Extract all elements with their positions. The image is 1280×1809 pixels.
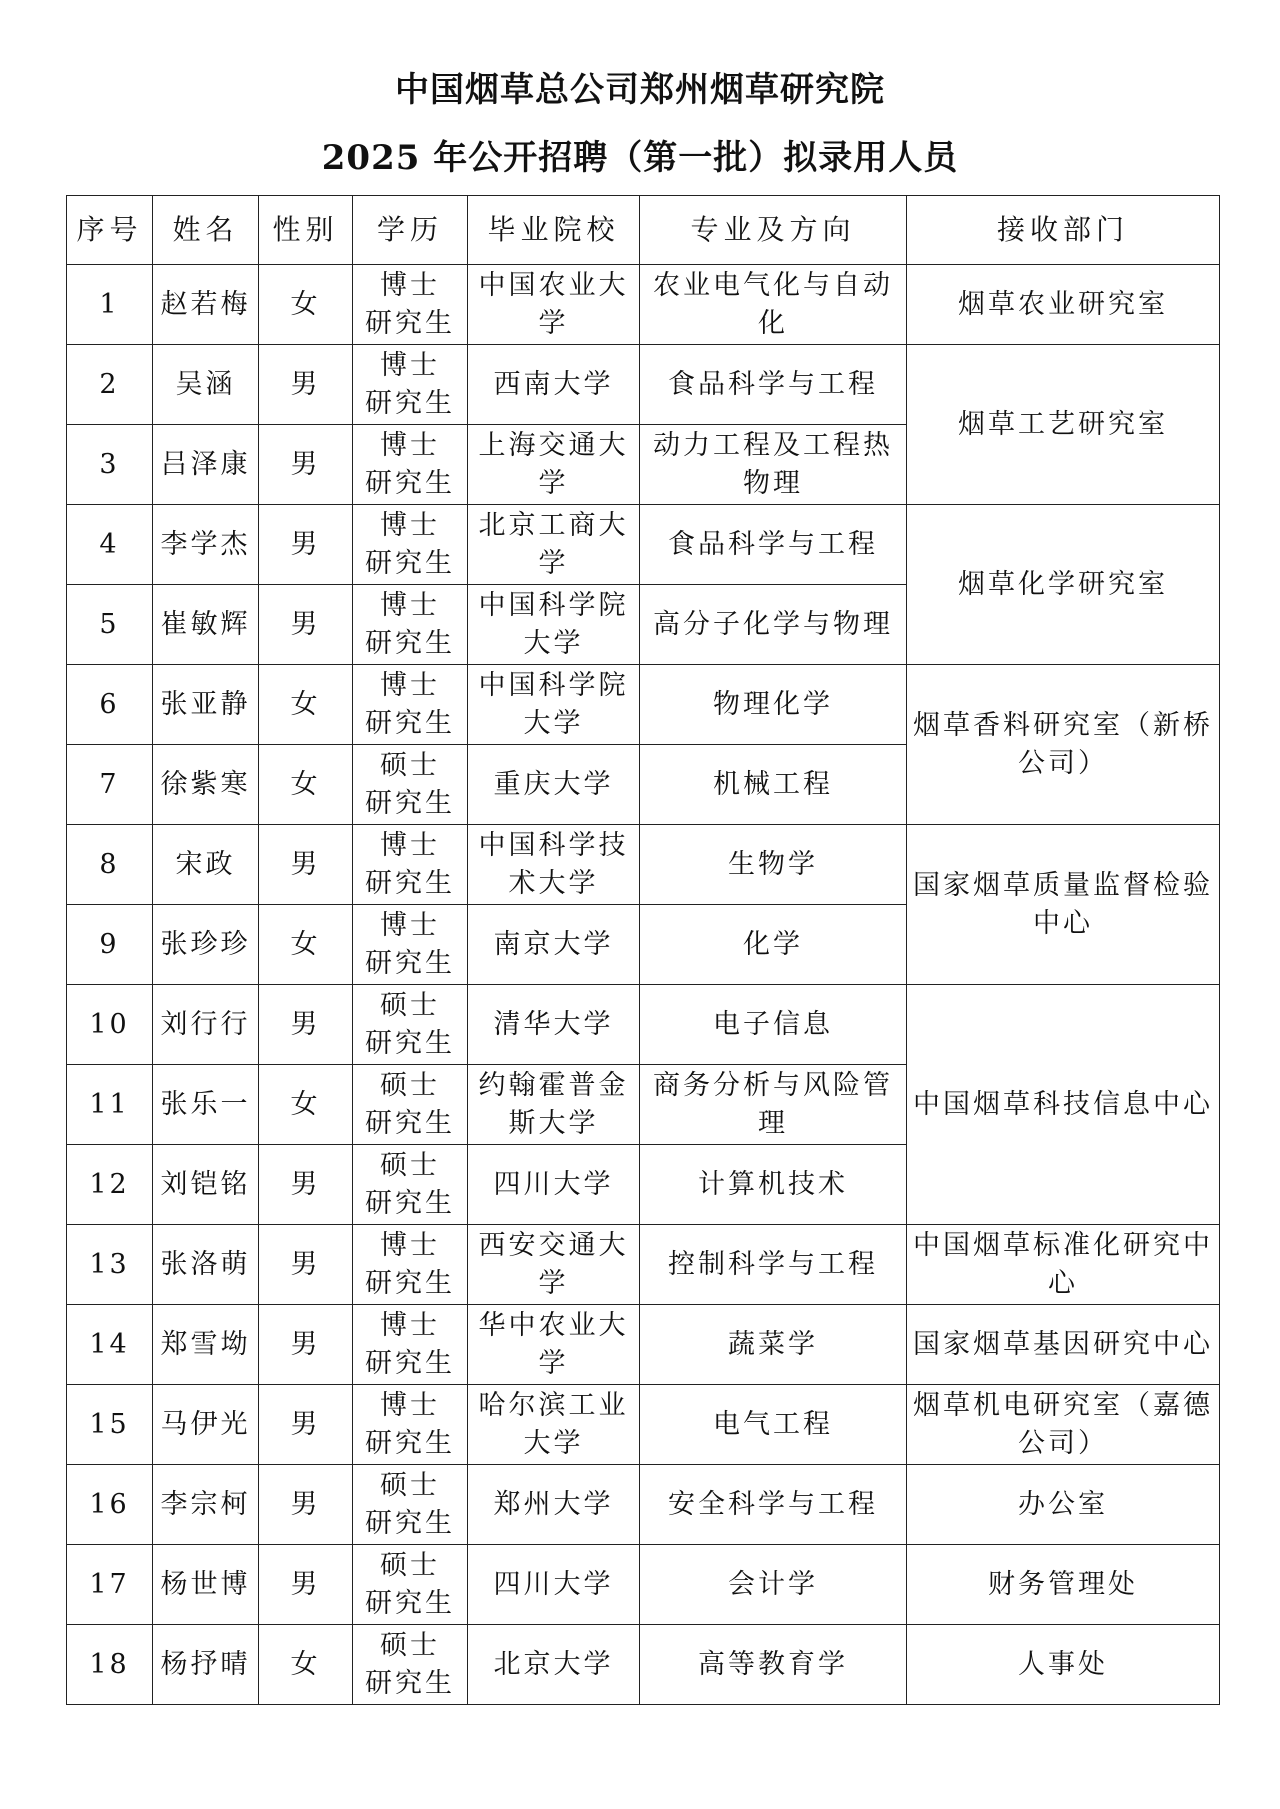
row-degree — [353, 905, 468, 985]
row-name: 张亚静 — [153, 665, 259, 745]
row-school: 中国科学院大学 — [468, 665, 640, 745]
row-department: 烟草农业研究室 — [907, 265, 1220, 345]
row-major: 高等教育学 — [640, 1625, 907, 1705]
row-degree — [353, 1625, 468, 1705]
row-major: 食品科学与工程 — [640, 345, 907, 425]
table-row — [67, 345, 1220, 425]
table-row — [67, 505, 1220, 585]
row-name: 刘铠铭 — [153, 1145, 259, 1225]
degree-type: 研究生 — [365, 1427, 455, 1459]
row-school: 北京工商大学 — [468, 505, 640, 585]
degree-type: 研究生 — [365, 867, 455, 899]
row-index: 12 — [67, 1145, 153, 1225]
document-subtitle: 2025 年公开招聘（第一批）拟录用人员 — [321, 138, 959, 178]
row-major: 商务分析与风险管理 — [640, 1065, 907, 1145]
degree-level: 硕士 — [380, 1469, 440, 1501]
document-title: 中国烟草总公司郑州烟草研究院 — [395, 70, 885, 110]
row-school: 哈尔滨工业大学 — [468, 1385, 640, 1465]
row-school: 上海交通大学 — [468, 425, 640, 505]
row-school: 重庆大学 — [468, 745, 640, 825]
table-row — [67, 1465, 1220, 1545]
row-index: 18 — [67, 1625, 153, 1705]
row-gender: 男 — [259, 585, 353, 665]
row-degree — [353, 1065, 468, 1145]
row-index: 15 — [67, 1385, 153, 1465]
row-name: 张洛萌 — [153, 1225, 259, 1305]
row-school: 华中农业大学 — [468, 1305, 640, 1385]
row-name: 张乐一 — [153, 1065, 259, 1145]
degree-type: 研究生 — [365, 1667, 455, 1699]
degree-level: 硕士 — [380, 1629, 440, 1661]
row-index: 16 — [67, 1465, 153, 1545]
row-index: 4 — [67, 505, 153, 585]
row-degree — [353, 1465, 468, 1545]
hiring-roster-table — [66, 195, 1220, 1705]
row-gender: 男 — [259, 1545, 353, 1625]
row-major: 蔬菜学 — [640, 1305, 907, 1385]
row-school: 中国科学院大学 — [468, 585, 640, 665]
table-row — [67, 985, 1220, 1065]
degree-level: 博士 — [380, 349, 440, 381]
row-department: 人事处 — [907, 1625, 1220, 1705]
row-gender: 男 — [259, 425, 353, 505]
row-gender: 女 — [259, 745, 353, 825]
degree-type: 研究生 — [365, 1347, 455, 1379]
row-index: 7 — [67, 745, 153, 825]
row-gender: 女 — [259, 1065, 353, 1145]
row-index: 1 — [67, 265, 153, 345]
row-degree — [353, 265, 468, 345]
degree-type: 研究生 — [365, 627, 455, 659]
degree-type: 研究生 — [365, 467, 455, 499]
row-degree — [353, 585, 468, 665]
row-gender: 男 — [259, 985, 353, 1065]
header-index: 序号 — [67, 196, 153, 265]
row-index: 5 — [67, 585, 153, 665]
degree-level: 硕士 — [380, 989, 440, 1021]
row-index: 6 — [67, 665, 153, 745]
row-school: 郑州大学 — [468, 1465, 640, 1545]
degree-type: 研究生 — [365, 1267, 455, 1299]
degree-level: 博士 — [380, 1389, 440, 1421]
degree-type: 研究生 — [365, 947, 455, 979]
row-major: 生物学 — [640, 825, 907, 905]
row-index: 17 — [67, 1545, 153, 1625]
row-degree — [353, 825, 468, 905]
row-gender: 男 — [259, 825, 353, 905]
row-name: 张珍珍 — [153, 905, 259, 985]
row-department: 办公室 — [907, 1465, 1220, 1545]
row-major: 高分子化学与物理 — [640, 585, 907, 665]
row-degree — [353, 985, 468, 1065]
table-row — [67, 1305, 1220, 1385]
header-name: 姓名 — [153, 196, 259, 265]
degree-level: 博士 — [380, 829, 440, 861]
row-department: 烟草化学研究室 — [907, 505, 1220, 665]
row-department: 财务管理处 — [907, 1545, 1220, 1625]
row-major: 食品科学与工程 — [640, 505, 907, 585]
row-degree — [353, 1225, 468, 1305]
row-department: 烟草机电研究室（嘉德公司） — [907, 1385, 1220, 1465]
row-gender: 男 — [259, 1145, 353, 1225]
degree-level: 博士 — [380, 509, 440, 541]
header-degree: 学历 — [353, 196, 468, 265]
table-row — [67, 1225, 1220, 1305]
row-gender: 男 — [259, 345, 353, 425]
row-gender: 男 — [259, 1225, 353, 1305]
row-major: 农业电气化与自动化 — [640, 265, 907, 345]
row-school: 清华大学 — [468, 985, 640, 1065]
table-header-row — [67, 196, 1220, 265]
row-major: 动力工程及工程热物理 — [640, 425, 907, 505]
row-major: 电子信息 — [640, 985, 907, 1065]
row-index: 10 — [67, 985, 153, 1065]
row-department: 中国烟草科技信息中心 — [907, 985, 1220, 1225]
row-name: 马伊光 — [153, 1385, 259, 1465]
row-gender: 女 — [259, 265, 353, 345]
row-index: 2 — [67, 345, 153, 425]
row-name: 刘行行 — [153, 985, 259, 1065]
table-row — [67, 1385, 1220, 1465]
degree-type: 研究生 — [365, 787, 455, 819]
row-index: 14 — [67, 1305, 153, 1385]
degree-level: 博士 — [380, 429, 440, 461]
table-row — [67, 265, 1220, 345]
header-major: 专业及方向 — [640, 196, 907, 265]
degree-level: 硕士 — [380, 1069, 440, 1101]
row-name: 李宗柯 — [153, 1465, 259, 1545]
row-major: 物理化学 — [640, 665, 907, 745]
row-gender: 男 — [259, 1465, 353, 1545]
row-school: 西南大学 — [468, 345, 640, 425]
row-name: 赵若梅 — [153, 265, 259, 345]
degree-level: 博士 — [380, 589, 440, 621]
row-gender: 男 — [259, 1385, 353, 1465]
row-department: 国家烟草质量监督检验中心 — [907, 825, 1220, 985]
degree-type: 研究生 — [365, 1587, 455, 1619]
row-index: 13 — [67, 1225, 153, 1305]
row-degree — [353, 745, 468, 825]
row-major: 计算机技术 — [640, 1145, 907, 1225]
table-body — [67, 265, 1220, 1705]
row-department: 国家烟草基因研究中心 — [907, 1305, 1220, 1385]
degree-type: 研究生 — [365, 307, 455, 339]
row-major: 电气工程 — [640, 1385, 907, 1465]
row-degree — [353, 505, 468, 585]
degree-type: 研究生 — [365, 1107, 455, 1139]
row-major: 控制科学与工程 — [640, 1225, 907, 1305]
row-degree — [353, 1385, 468, 1465]
degree-level: 博士 — [380, 909, 440, 941]
row-index: 9 — [67, 905, 153, 985]
row-index: 3 — [67, 425, 153, 505]
degree-level: 硕士 — [380, 1149, 440, 1181]
row-name: 吴涵 — [153, 345, 259, 425]
row-degree — [353, 425, 468, 505]
row-school: 南京大学 — [468, 905, 640, 985]
row-name: 徐紫寒 — [153, 745, 259, 825]
row-degree — [353, 1145, 468, 1225]
row-name: 宋政 — [153, 825, 259, 905]
row-gender: 男 — [259, 505, 353, 585]
row-degree — [353, 665, 468, 745]
degree-level: 博士 — [380, 269, 440, 301]
row-name: 吕泽康 — [153, 425, 259, 505]
row-major: 安全科学与工程 — [640, 1465, 907, 1545]
row-index: 8 — [67, 825, 153, 905]
row-gender: 女 — [259, 905, 353, 985]
row-school: 四川大学 — [468, 1145, 640, 1225]
row-school: 中国科学技术大学 — [468, 825, 640, 905]
row-gender: 男 — [259, 1305, 353, 1385]
row-department: 烟草香料研究室（新桥公司） — [907, 665, 1220, 825]
degree-level: 博士 — [380, 1309, 440, 1341]
row-school: 西安交通大学 — [468, 1225, 640, 1305]
degree-type: 研究生 — [365, 1187, 455, 1219]
row-department: 中国烟草标准化研究中心 — [907, 1225, 1220, 1305]
degree-level: 硕士 — [380, 749, 440, 781]
row-name: 杨抒晴 — [153, 1625, 259, 1705]
degree-type: 研究生 — [365, 1507, 455, 1539]
degree-level: 博士 — [380, 1229, 440, 1261]
row-name: 郑雪坳 — [153, 1305, 259, 1385]
row-gender: 女 — [259, 1625, 353, 1705]
row-degree — [353, 345, 468, 425]
row-degree — [353, 1545, 468, 1625]
table-row — [67, 1625, 1220, 1705]
table-row — [67, 665, 1220, 745]
header-school: 毕业院校 — [468, 196, 640, 265]
row-gender: 女 — [259, 665, 353, 745]
table-row — [67, 1545, 1220, 1625]
row-degree — [353, 1305, 468, 1385]
row-school: 北京大学 — [468, 1625, 640, 1705]
row-major: 机械工程 — [640, 745, 907, 825]
row-index: 11 — [67, 1065, 153, 1145]
degree-level: 博士 — [380, 669, 440, 701]
header-department: 接收部门 — [907, 196, 1220, 265]
row-school: 四川大学 — [468, 1545, 640, 1625]
header-gender: 性别 — [259, 196, 353, 265]
row-school: 中国农业大学 — [468, 265, 640, 345]
degree-type: 研究生 — [365, 707, 455, 739]
row-school: 约翰霍普金斯大学 — [468, 1065, 640, 1145]
row-major: 会计学 — [640, 1545, 907, 1625]
row-name: 杨世博 — [153, 1545, 259, 1625]
table-row — [67, 825, 1220, 905]
degree-type: 研究生 — [365, 547, 455, 579]
row-name: 崔敏辉 — [153, 585, 259, 665]
row-department: 烟草工艺研究室 — [907, 345, 1220, 505]
row-major: 化学 — [640, 905, 907, 985]
degree-type: 研究生 — [365, 1027, 455, 1059]
degree-type: 研究生 — [365, 387, 455, 419]
degree-level: 硕士 — [380, 1549, 440, 1581]
row-name: 李学杰 — [153, 505, 259, 585]
